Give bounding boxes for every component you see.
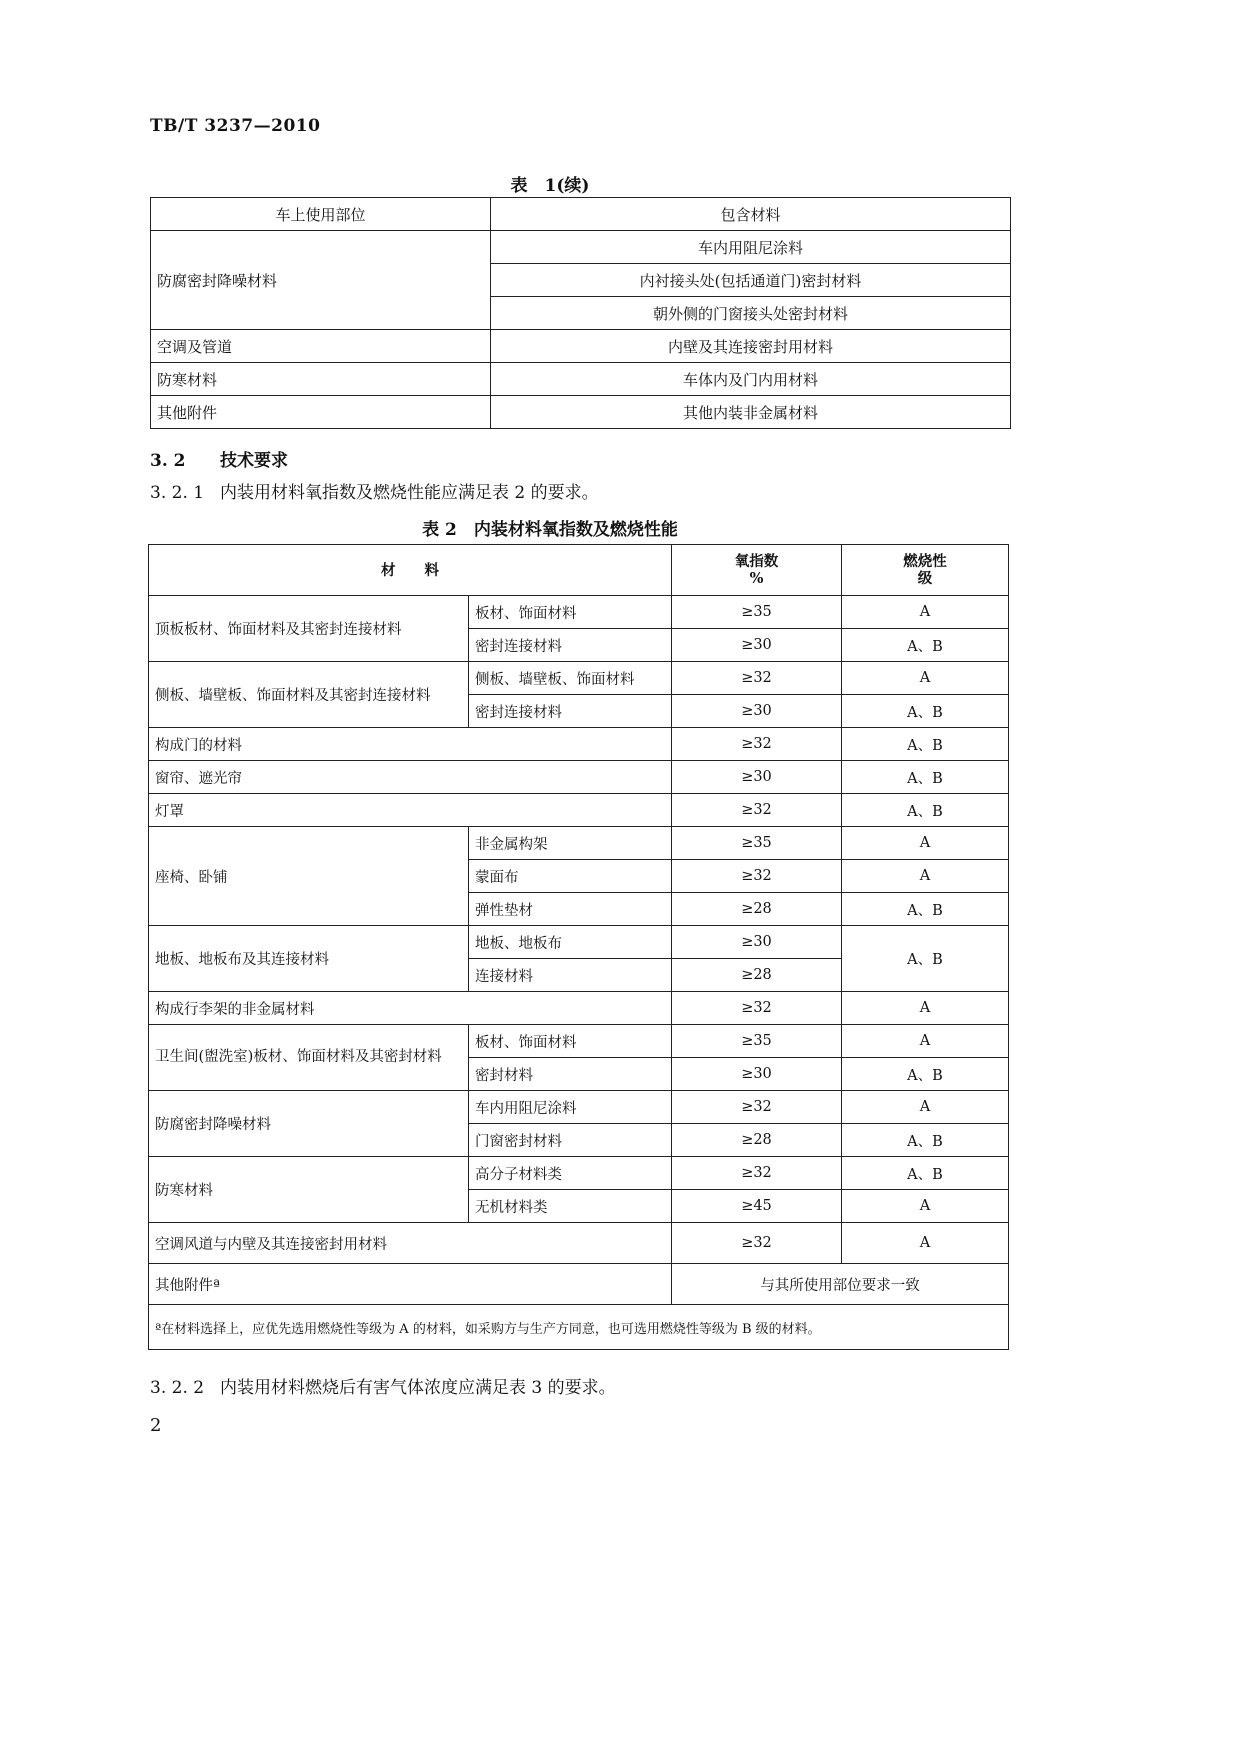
table-cell: ≥32 — [672, 794, 842, 827]
table-cell: 内壁及其连接密封用材料 — [491, 330, 1011, 363]
table-cell: 蒙面布 — [469, 860, 672, 893]
table-cell: 侧板、墙壁板、饰面材料 — [469, 662, 672, 695]
table-row — [151, 231, 1011, 264]
table1-caption: 表 1(续) — [510, 176, 590, 196]
table-row — [149, 596, 1009, 629]
table-cell: 其他附件 — [151, 396, 491, 429]
table-cell: A — [842, 992, 1009, 1025]
table-cell: 与其所使用部位要求一致 — [672, 1264, 1009, 1305]
table-cell: ≥32 — [672, 1157, 842, 1190]
table-cell: 窗帘、遮光帘 — [149, 761, 672, 794]
table-header-row — [151, 198, 1011, 231]
table-row — [151, 363, 1011, 396]
table-cell: 非金属构架 — [469, 827, 672, 860]
table-cell: A、B — [842, 893, 1009, 926]
table-cell: A、B — [842, 1058, 1009, 1091]
table-cell: 高分子材料类 — [469, 1157, 672, 1190]
table-cell: A — [842, 662, 1009, 695]
table-cell: ≥35 — [672, 1025, 842, 1058]
header-line: 级 — [917, 570, 933, 587]
header-line: 燃烧性 — [903, 553, 947, 570]
table-cell: 顶板板材、饰面材料及其密封连接材料 — [149, 596, 469, 662]
table-cell: ≥28 — [672, 893, 842, 926]
table-row — [149, 1025, 1009, 1058]
table-cell: 板材、饰面材料 — [469, 596, 672, 629]
table-header-row — [149, 545, 1009, 596]
section-number: 3. 2 — [150, 451, 186, 471]
table-cell: 无机材料类 — [469, 1190, 672, 1223]
table-cell: 防腐密封降噪材料 — [149, 1091, 469, 1157]
table-cell: ≥32 — [672, 992, 842, 1025]
table-cell: ≥28 — [672, 959, 842, 992]
table-cell: 内衬接头处(包括通道门)密封材料 — [491, 264, 1011, 297]
clause-number: 3. 2. 2 — [150, 1378, 205, 1398]
table-row — [149, 1223, 1009, 1264]
table-cell: A — [842, 1190, 1009, 1223]
table-cell: ≥30 — [672, 761, 842, 794]
table-cell: ≥32 — [672, 860, 842, 893]
table-cell: 空调风道与内壁及其连接密封用材料 — [149, 1223, 672, 1264]
table-cell: 板材、饰面材料 — [469, 1025, 672, 1058]
table-cell: ≥32 — [672, 1091, 842, 1124]
table-cell: 密封连接材料 — [469, 629, 672, 662]
table1 — [150, 197, 1011, 429]
table-header-cell — [672, 545, 842, 596]
section-heading — [150, 446, 288, 471]
table-row — [149, 926, 1009, 959]
table-cell: 门窗密封材料 — [469, 1124, 672, 1157]
header-unit: % — [749, 570, 764, 587]
table-cell: 车体内及门内用材料 — [491, 363, 1011, 396]
table2 — [148, 544, 1009, 1350]
table-cell: ≥30 — [672, 1058, 842, 1091]
table-cell: 车内用阻尼涂料 — [491, 231, 1011, 264]
table-cell: ≥35 — [672, 596, 842, 629]
table-cell: ≥30 — [672, 629, 842, 662]
table-cell: 弹性垫材 — [469, 893, 672, 926]
clause-number: 3. 2. 1 — [150, 483, 205, 503]
table-cell: ≥28 — [672, 1124, 842, 1157]
clause-paragraph — [150, 1373, 616, 1398]
table-cell: 地板、地板布 — [469, 926, 672, 959]
table-cell: 朝外侧的门窗接头处密封材料 — [491, 297, 1011, 330]
table-cell: A、B — [842, 695, 1009, 728]
table-row — [149, 662, 1009, 695]
table-cell: A、B — [842, 629, 1009, 662]
table-cell: 防腐密封降噪材料 — [151, 231, 491, 330]
table-cell: A — [842, 1091, 1009, 1124]
table-cell: ≥45 — [672, 1190, 842, 1223]
table-cell: A、B — [842, 1124, 1009, 1157]
table-row — [149, 1157, 1009, 1190]
table-cell: A、B — [842, 926, 1009, 992]
table-cell: 卫生间(盥洗室)板材、饰面材料及其密封材料 — [149, 1025, 469, 1091]
header-line: 氧指数 — [734, 553, 779, 570]
table-cell: 构成门的材料 — [149, 728, 672, 761]
table-cell: ≥32 — [672, 728, 842, 761]
table-cell: 灯罩 — [149, 794, 672, 827]
table-row — [151, 330, 1011, 363]
table-cell: ≥30 — [672, 926, 842, 959]
table-row — [149, 794, 1009, 827]
table-cell: A、B — [842, 794, 1009, 827]
section-title: 技术要求 — [220, 451, 288, 471]
table-cell: 构成行李架的非金属材料 — [149, 992, 672, 1025]
table-cell: 空调及管道 — [151, 330, 491, 363]
table-cell: A — [842, 827, 1009, 860]
table-row — [149, 1264, 1009, 1305]
table-cell: A — [842, 1223, 1009, 1264]
clause-text: 内装用材料氧指数及燃烧性能应满足表 2 的要求。 — [220, 483, 599, 503]
table-cell: ≥32 — [672, 662, 842, 695]
table-cell: A、B — [842, 1157, 1009, 1190]
table-row — [149, 1091, 1009, 1124]
table-cell: 侧板、墙壁板、饰面材料及其密封连接材料 — [149, 662, 469, 728]
table-cell: A、B — [842, 761, 1009, 794]
table-footnote-row — [149, 1305, 1009, 1350]
table-cell: ≥32 — [672, 1223, 842, 1264]
table-cell: 其他内装非金属材料 — [491, 396, 1011, 429]
table2-caption: 表 2 内装材料氧指数及燃烧性能 — [422, 520, 678, 540]
table-header-cell: 包含材料 — [491, 198, 1011, 231]
clause-text: 内装用材料燃烧后有害气体浓度应满足表 3 的要求。 — [220, 1378, 616, 1398]
table-cell: ≥30 — [672, 695, 842, 728]
table-cell: A — [842, 596, 1009, 629]
table-row — [149, 992, 1009, 1025]
table-row — [151, 396, 1011, 429]
table-cell: A — [842, 860, 1009, 893]
document-id: TB/T 3237—2010 — [150, 116, 321, 136]
page-number: 2 — [150, 1415, 162, 1436]
table-cell: 座椅、卧铺 — [149, 827, 469, 926]
table-header-cell: 材 料 — [149, 545, 672, 596]
table-cell: 密封连接材料 — [469, 695, 672, 728]
table-cell: 其他附件ª — [149, 1264, 672, 1305]
table-cell: A — [842, 1025, 1009, 1058]
clause-paragraph — [150, 478, 599, 503]
table-cell: 防寒材料 — [149, 1157, 469, 1223]
table-footnote: ª在材料选择上，应优先选用燃烧性等级为 A 的材料，如采购方与生产方同意，也可选用燃烧性等级为 B 级的材料。 — [149, 1305, 1009, 1350]
table-row — [149, 827, 1009, 860]
table-cell: ≥35 — [672, 827, 842, 860]
table-cell: 地板、地板布及其连接材料 — [149, 926, 469, 992]
table-cell: 连接材料 — [469, 959, 672, 992]
table-row — [149, 728, 1009, 761]
table-header-cell — [842, 545, 1009, 596]
table-cell: 防寒材料 — [151, 363, 491, 396]
table-cell: 密封材料 — [469, 1058, 672, 1091]
table-row — [149, 761, 1009, 794]
table-cell: A、B — [842, 728, 1009, 761]
table-cell: 车内用阻尼涂料 — [469, 1091, 672, 1124]
table-header-cell: 车上使用部位 — [151, 198, 491, 231]
